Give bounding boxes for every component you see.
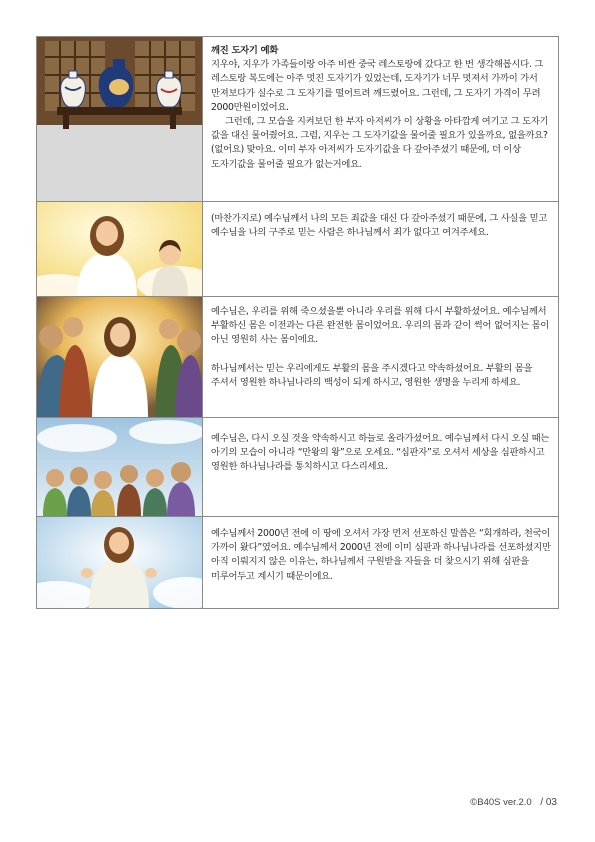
page-number: / 03 bbox=[540, 797, 557, 808]
copyright-text: ©B40S ver.2.0 bbox=[470, 797, 532, 808]
illustration-resurrection bbox=[37, 297, 203, 418]
jesus-proclaiming-picture bbox=[37, 517, 202, 608]
illustration-jesus-proclaiming bbox=[37, 517, 203, 609]
illustration-vase-restaurant bbox=[37, 37, 203, 202]
story-paragraph: 지우야, 지우가 가족들이랑 아주 비싼 중국 레스토랑에 갔다고 한 번 생각해봅시다. 그 레스토랑 복도에는 아주 멋진 도자기가 있었는데, 도자기가 너무 멋져서 가까이 가서 만져보다가 실수로 그 도자기를 떨어트려 깨드렸어요. 그런데, 그 도자기 가격이 무려 2000만원이었어요. bbox=[211, 59, 544, 113]
vase-restaurant-picture bbox=[37, 37, 202, 201]
resurrection-disciples-picture bbox=[37, 297, 202, 417]
story-paragraph: 하나님께서는 믿는 우리에게도 부활의 몸을 주시겠다고 약속하셨어요. 부활의 몸을 주셔서 영원한 하나님나라의 백성이 되게 하시고, 영원한 생명을 누리게 하세요. bbox=[211, 362, 533, 388]
story-text-2 bbox=[203, 202, 559, 297]
story-text-4 bbox=[203, 418, 559, 517]
ascension-picture bbox=[37, 418, 202, 516]
story-paragraph: 예수님께서 2000년 전에 이 땅에 오셔서 가장 먼저 선포하신 말씀은 “회개하라, 천국이 가까이 왔다”였어요. 예수님께서 2000년 전에 이미 심판과 하나님나라를 선포하셨지만 아직 이뤄지지 않은 이유는, 하나님께서 구원받을 자들을 더 찾으시기 위해 심판을 미루어두고 계시기 때문이에요. bbox=[211, 528, 551, 582]
story-row-2 bbox=[37, 202, 559, 297]
story-text-1 bbox=[203, 37, 559, 202]
story-table bbox=[36, 36, 559, 609]
story-text-5 bbox=[203, 517, 559, 609]
page-footer bbox=[470, 797, 557, 808]
story-row-3 bbox=[37, 297, 559, 418]
story-paragraph: (마찬가지로) 예수님께서 나의 모든 죄값을 대신 다 갚아주셨기 때문에, 그 사실을 믿고 예수님을 나의 구주로 믿는 사람은 하나님께서 죄가 없다고 여겨주세요. bbox=[211, 213, 548, 239]
story-paragraph: 그런데, 그 모습을 지켜보던 한 부자 아저씨가 이 상황을 아타깝게 여기고 그 도자기 값을 대신 물어줬어요. 그럼, 지우는 그 도자기값을 물어줄 필요가 있을까요, 없을까요? (없어요) 맞아요. 이미 부자 아저씨가 도자기값을 다 갚아주셨기 때문에, 더 이상 도자기값을 물어줄 필요가 없는거에요. bbox=[211, 116, 549, 170]
story-row-5 bbox=[37, 517, 559, 609]
story-text-3 bbox=[203, 297, 559, 418]
story-row-1 bbox=[37, 37, 559, 202]
story-title: 깨진 도자기 예화 bbox=[211, 45, 279, 56]
illustration-jesus-child bbox=[37, 202, 203, 297]
story-paragraph: 예수님은, 우리를 위해 죽으셨을뿐 아니라 우리를 위해 다시 부활하셨어요. 예수님께서 부활하신 몸은 이전과는 다른 완전한 몸이었어요. 우리의 몸과 같이 썩어 없어지는 몸이 아닌 영원히 사는 몸이에요. bbox=[211, 306, 550, 346]
jesus-with-child-picture bbox=[37, 202, 202, 296]
illustration-ascension bbox=[37, 418, 203, 517]
story-row-4 bbox=[37, 418, 559, 517]
story-paragraph: 예수님은, 다시 오실 것을 약속하시고 하늘로 올라가셨어요. 예수님께서 다시 오실 때는 아기의 모습이 아니라 “만왕의 왕”으로 오세요. “심판자”로 오셔서 세상을 심판하시고 영원한 하나님나라를 통치하시고 다스리세요. bbox=[211, 433, 550, 473]
